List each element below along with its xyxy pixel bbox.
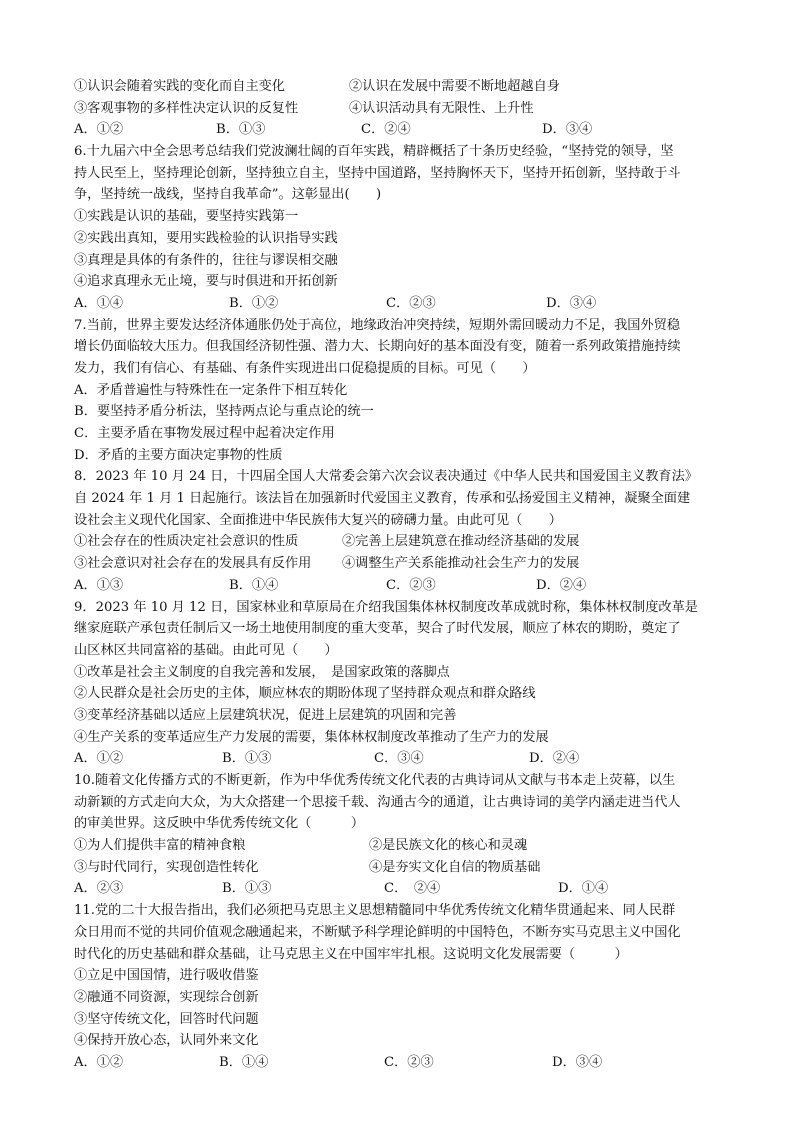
q9-answer-b: B．①③: [222, 751, 272, 767]
q5-answer-a: A．①②: [74, 122, 124, 138]
q8-options-row-1: [74, 531, 734, 553]
q7-stem-line-2: 增长仍面临较大压力。但我国经济韧性强、潜力大、长期向好的基本面没有变，随着一系列政策措施持续: [74, 339, 681, 355]
q8-stem-line-1: 8．2023 年 10 月 24 日，十四届全国人大常委会第六次会议表决通过《中华人民共和国爱国主义教育法》: [74, 469, 698, 485]
q10-answer-d: D．①④: [558, 881, 609, 897]
q5-option-3: ③客观事物的多样性决定认识的反复性: [74, 100, 299, 116]
q9-answer-row: [74, 748, 734, 770]
q10-stem-line-2: 动新颖的方式走向大众，为大众搭建一个思接千载、沟通古今的通道，让古典诗词的美学内涵走进当代人: [74, 794, 681, 810]
q11-stem-line-1: 11.党的二十大报告指出，我们必须把马克思主义思想精髓同中华优秀传统文化精华贯通起来、同人民群: [74, 903, 676, 919]
q10-answer-row: [74, 878, 734, 900]
q8-option-4: ④调整生产关系能推动社会生产力的发展: [342, 556, 580, 572]
q8-answer-row: [74, 575, 734, 597]
exam-page: [74, 76, 734, 1074]
q8-answer-a: A．①③: [74, 577, 124, 593]
q10-options-row-2: [74, 857, 734, 879]
q9-option-4: ④生产关系的变革适应生产力发展的需要，集体林权制度改革推动了生产力的发展: [74, 729, 549, 745]
q11-answer-d: D．③④: [552, 1054, 603, 1070]
q5-option-4: ④认识活动具有无限性、上升性: [349, 100, 534, 116]
q5-answer-row: [74, 119, 734, 141]
q7-option-c: C．主要矛盾在事物发展过程中起着决定作用: [74, 426, 335, 441]
q5-options-row-1: [74, 76, 734, 98]
q11-option-3: ③坚守传统文化，回答时代问题: [74, 1011, 259, 1027]
q10-option-3: ③与时代同行，实现创造性转化: [74, 859, 259, 875]
q10-answer-b: B．①③: [222, 881, 272, 897]
q7-option-a: A．矛盾普遍性与特殊性在一定条件下相互转化: [74, 382, 348, 398]
q10-options-row-1: [74, 835, 734, 857]
q9-option-1: ①改革是社会主义制度的自我完善和发展， 是国家政策的落脚点: [74, 664, 450, 680]
q7-option-d: D．矛盾的主要方面决定事物的性质: [74, 447, 283, 463]
q5-options-row-2: [74, 98, 734, 120]
q5-option-1: ①认识会随着实践的变化而自主变化: [74, 79, 285, 94]
q8-option-2: ②完善上层建筑意在推动经济基础的发展: [342, 534, 580, 550]
q10-option-1: ①为人们提供丰富的精神食粮: [74, 838, 246, 854]
q6-stem-line-1: 6.十九届六中全会思考总结我们党波澜壮阔的百年实践，精辟概括了十条历史经验，“坚持党的领导，坚: [74, 144, 674, 160]
q9-answer-c: C．③④: [374, 751, 424, 767]
q11-stem-line-2: 众日用而不觉的共同价值观念融通起来，不断赋予科学理论鲜明的中国特色，不断夯实马克思主义中国化: [74, 924, 681, 940]
q5-answer-d: D．③④: [542, 122, 593, 138]
q11-answer-b: B．①④: [219, 1054, 269, 1070]
q7-option-b: B．要坚持矛盾分析法，坚持两点论与重点论的统一: [74, 404, 374, 420]
q7-stem-line-1: 7.当前，世界主要发达经济体通胀仍处于高位，地缘政治冲突持续，短期外需回暖动力不足，我国外贸稳: [74, 317, 681, 333]
q6-answer-c: C．②③: [386, 295, 436, 311]
q10-answer-c: C． ②④: [384, 881, 441, 897]
q6-stem-line-2: 持人民至上，坚持理论创新，坚持独立自主，坚持中国道路，坚持胸怀天下，坚持开拓创新，坚持敢于斗: [74, 165, 681, 181]
q6-answer-row: [74, 293, 734, 315]
q10-stem-line-3: 的审美世界。这反映中华优秀传统文化（ ）: [74, 816, 365, 832]
q6-stem-line-3: 争，坚持统一战线，坚持自我革命”。这彰显出( ): [74, 187, 382, 203]
q8-stem-line-2: 自 2024 年 1 月 1 日起施行。该法旨在加强新时代爱国主义教育，传承和弘扬爱国主义精神，凝聚全面建: [74, 491, 691, 507]
q5-option-2: ②认识在发展中需要不断地超越自身: [349, 79, 560, 94]
q10-stem-line-1: 10.随着文化传播方式的不断更新，作为中华优秀传统文化代表的古典诗词从文献与书本走上荧幕，以生: [74, 773, 676, 788]
q9-answer-a: A．①②: [74, 751, 124, 767]
q6-answer-a: A．①④: [74, 295, 124, 311]
q9-stem-line-2: 继家庭联产承包责任制后又一场土地使用制度的重大变革，契合了时代发展，顺应了林农的期盼，奠定了: [74, 621, 681, 637]
q11-option-1: ①立足中国国情，进行吸收借鉴: [74, 968, 259, 984]
q7-stem-line-3: 发力，我们有信心、有基础、有条件实现进出口促稳提质的目标。可见（ ）: [74, 360, 536, 376]
q10-option-4: ④是夯实文化自信的物质基础: [369, 859, 541, 875]
q8-options-row-2: [74, 553, 734, 575]
q9-stem-line-1: 9．2023 年 10 月 12 日，国家林业和草原局在介绍我国集体林权制度改革成就时称，集体林权制度改革是: [74, 599, 698, 615]
q6-option-3: ③真理是具体的有条件的，往往与谬误相交融: [74, 252, 338, 268]
q10-option-2: ②是民族文化的核心和灵魂: [369, 838, 528, 854]
q9-option-2: ②人民群众是社会历史的主体，顺应林农的期盼体现了坚持群众观点和群众路线: [74, 686, 536, 702]
q6-answer-d: D．③④: [546, 295, 597, 311]
q8-answer-b: B．①④: [229, 577, 279, 593]
q11-option-4: ④保持开放心态，认同外来文化: [74, 1033, 259, 1049]
q6-option-4: ④追求真理永无止境，要与时俱进和开拓创新: [74, 274, 338, 290]
q8-answer-c: C．②③: [386, 577, 436, 593]
q6-answer-b: B．①②: [229, 295, 279, 311]
q11-answer-c: C．②③: [384, 1054, 434, 1070]
q8-option-1: ①社会存在的性质决定社会意识的性质: [74, 534, 299, 550]
q11-answer-row: [74, 1052, 734, 1074]
q11-option-2: ②融通不同资源，实现综合创新: [74, 989, 259, 1005]
q9-stem-line-3: 山区林区共同富裕的基础。由此可见（ ）: [74, 642, 338, 658]
q6-option-1: ①实践是认识的基础，要坚持实践第一: [74, 209, 299, 225]
q10-answer-a: A．②③: [74, 881, 124, 897]
q8-answer-d: D．②④: [536, 577, 587, 593]
q5-answer-c: C．②④: [361, 122, 411, 138]
q9-answer-d: D．②④: [529, 751, 580, 767]
q11-stem-line-3: 时代化的历史基础和群众基础，让马克思主义在中国牢牢扎根。这说明文化发展需要（ ）: [74, 946, 628, 962]
q9-option-3: ③变革经济基础以适应上层建筑状况，促进上层建筑的巩固和完善: [74, 707, 457, 723]
q11-answer-a: A．①②: [74, 1054, 124, 1070]
q8-option-3: ③社会意识对社会存在的发展具有反作用: [74, 556, 312, 572]
q6-option-2: ②实践出真知，要用实践检验的认识指导实践: [74, 230, 338, 246]
q5-answer-b: B．①③: [216, 122, 266, 138]
q8-stem-line-3: 设社会主义现代化国家、全面推进中华民族伟大复兴的磅礴力量。由此可见（ ）: [74, 512, 562, 528]
